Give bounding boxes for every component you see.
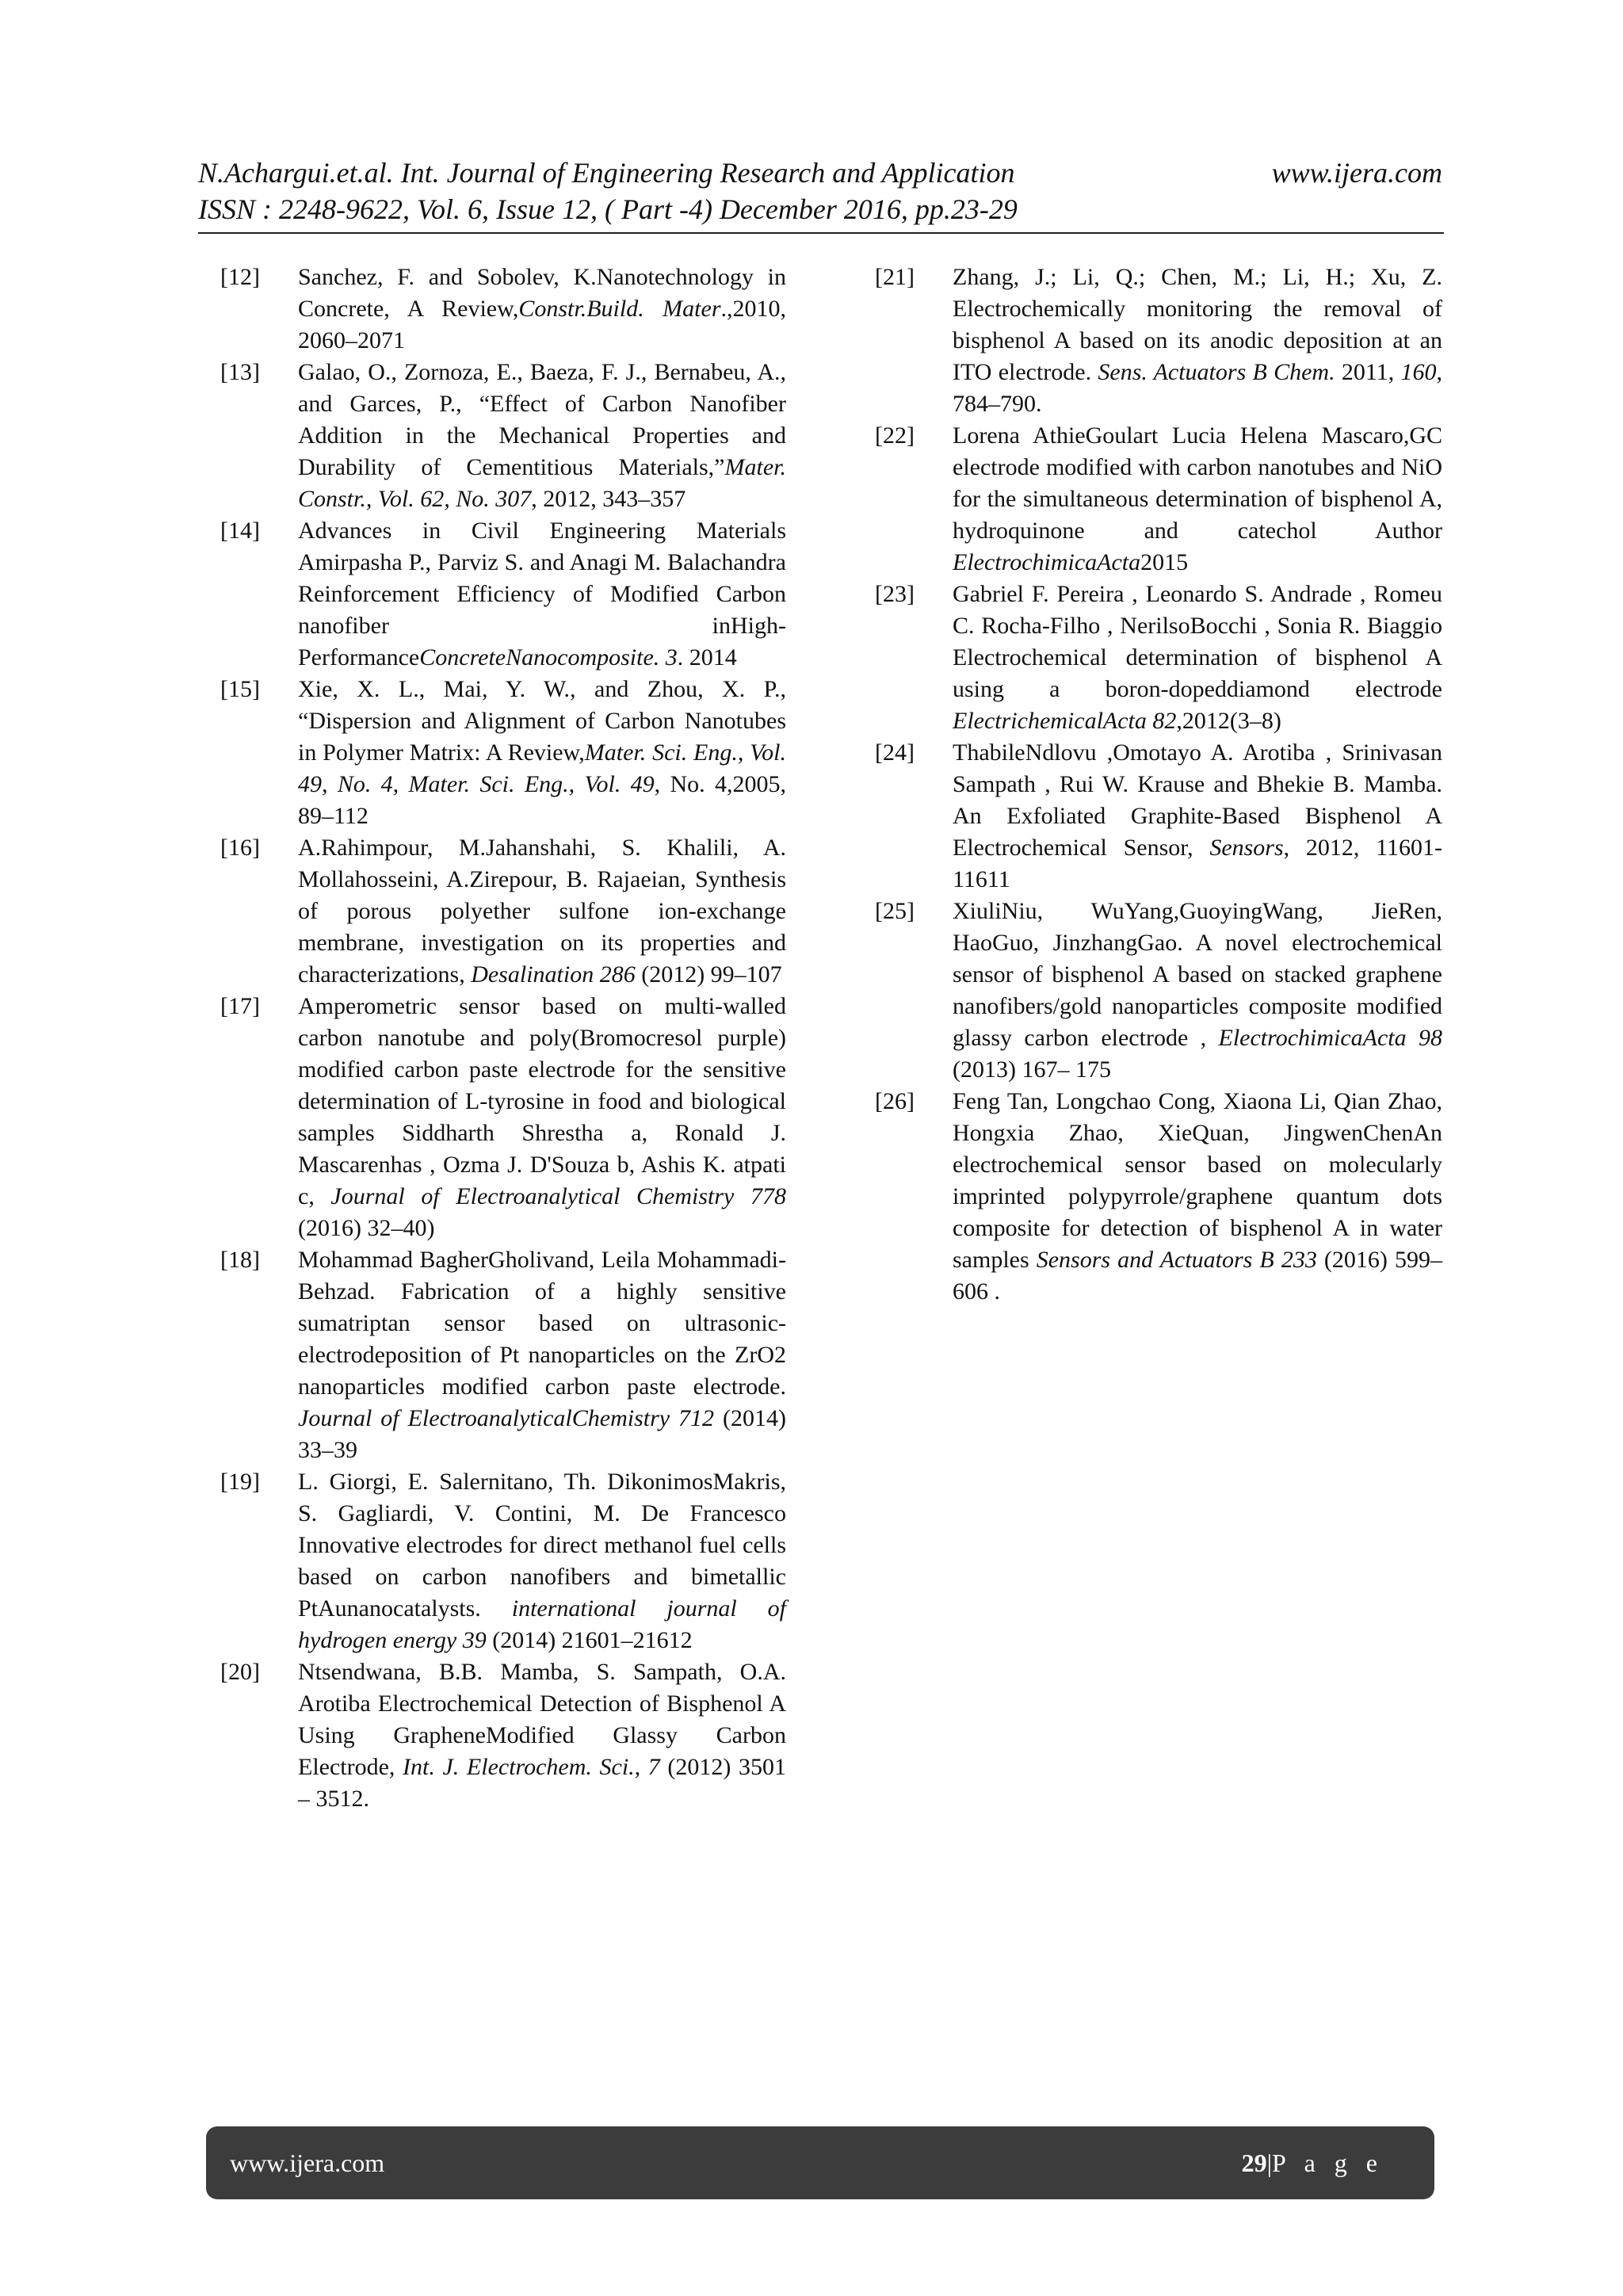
reference-entry — [875, 579, 1442, 737]
reference-segment: Amperometric sensor based on multi-walled carbon nanotube and poly(Bromocresol purple) modified carbon paste electrode for the sensitive determination of L-tyrosine in food and biological samples Siddharth Shrestha a, Ronald J. Mascarenhas , Ozma J. D'Souza b, Ashis K. atpati c, — [298, 993, 786, 1209]
reference-segment: , 2012, 343–357 — [531, 486, 686, 512]
reference-entry — [220, 1656, 786, 1815]
reference-segment: (2016) 599–606 . — [953, 1247, 1442, 1305]
reference-entry — [220, 515, 786, 674]
reference-italic-segment: Desalination 286 — [471, 961, 636, 988]
references-left-column — [220, 262, 786, 1815]
reference-segment: Gabriel F. Pereira , Leonardo S. Andrade , Romeu C. Rocha-Filho , NerilsoBocchi , Sonia R. Biaggio Electrochemical determination of bisphenol A using a boron-dopeddiamond electrode — [953, 581, 1442, 702]
reference-segment: Xie, X. L., Mai, Y. W., and Zhou, X. P., “Dispersion and Alignment of Carbon Nanotubes in Polymer Matrix: A Review, — [298, 676, 786, 766]
reference-segment: (2012) 99–107 — [635, 961, 782, 988]
reference-segment: Sanchez, F. and Sobolev, K.Nanotechnology in Concrete, A Review, — [298, 264, 786, 322]
reference-entry — [220, 1466, 786, 1656]
reference-segment: A.Rahimpour, M.Jahanshahi, S. Khalili, A. Mollahosseini, A.Zirepour, B. Rajaeian, Synthesis of porous polyether sulfone ion-exchange membrane, investigation on its properties and characterizations, — [298, 835, 786, 988]
page-footer — [206, 2126, 1434, 2199]
page-separator: | — [1266, 2148, 1272, 2177]
reference-segment: Lorena AthieGoulart Lucia Helena Mascaro,GC electrode modified with carbon nanotubes and NiO for the simultaneous determination of bisphenol A, hydroquinone and catechol Author — [953, 422, 1442, 544]
reference-number: [23] — [875, 581, 915, 607]
reference-segment: Galao, O., Zornoza, E., Baeza, F. J., Bernabeu, A., and Garces, P., “Effect of Carbon Nanofiber Addition in the Mechanical Properties and Durability of Cementitious Materials,” — [298, 359, 786, 480]
reference-text — [953, 896, 1442, 1086]
reference-segment: (2014) 33–39 — [298, 1405, 786, 1463]
reference-number: [22] — [875, 422, 915, 449]
reference-text — [298, 991, 786, 1244]
reference-segment: 2011, — [1335, 359, 1401, 385]
reference-entry — [875, 896, 1442, 1086]
reference-italic-segment: Sensors — [1209, 835, 1284, 861]
reference-number: [26] — [875, 1088, 915, 1114]
reference-number: [21] — [875, 264, 915, 290]
reference-segment: Zhang, J.; Li, Q.; Chen, M.; Li, H.; Xu, Z. Electrochemically monitoring the removal of bisphenol A based on its anodic deposition at an ITO electrode. — [953, 264, 1442, 385]
journal-website[interactable]: www.ijera.com — [1271, 157, 1442, 189]
reference-text — [298, 1244, 786, 1466]
reference-text — [953, 579, 1442, 737]
reference-text — [953, 737, 1442, 896]
reference-text — [953, 420, 1442, 579]
reference-italic-segment: Journal of Electroanalytical Chemistry 778 — [330, 1183, 786, 1209]
reference-segment: Advances in Civil Engineering Materials Amirpasha P., Parviz S. and Anagi M. Balachandra Reinforcement Efficiency of Modified Carbon nanofiber inHigh-Performance — [298, 518, 786, 670]
reference-number: [15] — [220, 676, 260, 702]
reference-segment: ,2012(3–8) — [1176, 708, 1281, 734]
header-divider — [198, 232, 1444, 234]
reference-segment: , No. 4,2005, 89–112 — [298, 771, 786, 829]
reference-italic-segment: Int. J. Electrochem. Sci., 7 — [403, 1754, 660, 1780]
reference-text — [298, 262, 786, 357]
reference-entry — [875, 1086, 1442, 1308]
reference-entry — [220, 357, 786, 515]
reference-segment: XiuliNiu, WuYang,GuoyingWang, JieRen, HaoGuo, JinzhangGao. A novel electrochemical sensor of bisphenol A based on stacked graphene nanofibers/gold nanoparticles composite modified glassy carbon electrode , — [953, 898, 1442, 1051]
reference-entry — [220, 991, 786, 1244]
reference-number: [12] — [220, 264, 260, 290]
reference-italic-segment: ConcreteNanocomposite. 3 — [419, 644, 678, 670]
reference-number: [18] — [220, 1247, 260, 1273]
reference-text — [298, 674, 786, 832]
reference-italic-segment: 160 — [1400, 359, 1437, 385]
journal-citation: N.Achargui.et.al. Int. Journal of Engineering Research and Application — [198, 157, 1015, 189]
reference-segment: (2014) 21601–21612 — [486, 1627, 693, 1653]
reference-text — [298, 1656, 786, 1815]
reference-segment: . 2014 — [677, 644, 737, 670]
reference-number: [20] — [220, 1659, 260, 1685]
reference-entry — [220, 832, 786, 991]
reference-segment: Mohammad BagherGholivand, Leila Mohammadi-Behzad. Fabrication of a highly sensitive sumatriptan sensor based on ultrasonic-electrodeposition of Pt nanoparticles on the ZrO2 nanoparticles modified carbon paste electrode. — [298, 1247, 786, 1400]
reference-segment: (2016) 32–40) — [298, 1215, 435, 1241]
references-right-column — [875, 262, 1442, 1308]
reference-text — [298, 515, 786, 674]
reference-italic-segment: Mater. Constr., Vol. 62, No. 307 — [298, 454, 786, 512]
issn-line: ISSN : 2248-9622, Vol. 6, Issue 12, ( Part -4) December 2016, pp.23-29 — [198, 193, 1018, 225]
reference-italic-segment: international journal of hydrogen energy 39 — [298, 1595, 786, 1653]
reference-segment: 2015 — [1140, 549, 1189, 575]
reference-italic-segment: Sens. Actuators B Chem. — [1098, 359, 1335, 385]
page-number — [1242, 2149, 1384, 2178]
reference-segment: Ntsendwana, B.B. Mamba, S. Sampath, O.A. Arotiba Electrochemical Detection of Bisphenol A Using GrapheneModified Glassy Carbon Electrode, — [298, 1659, 786, 1780]
reference-entry — [220, 674, 786, 832]
footer-website[interactable]: www.ijera.com — [230, 2148, 385, 2177]
reference-italic-segment: ElectrochimicaActa — [953, 549, 1141, 575]
reference-italic-segment: Mater. Sci. Eng., Vol. 49, No. 4, Mater. Sci. Eng., Vol. 49 — [298, 739, 786, 797]
reference-text — [298, 1466, 786, 1656]
reference-number: [16] — [220, 835, 260, 861]
reference-text — [298, 357, 786, 515]
reference-segment: Feng Tan, Longchao Cong, Xiaona Li, Qian Zhao, Hongxia Zhao, XieQuan, JingwenChenAn electrochemical sensor based on molecularly imprinted polypyrrole/graphene quantum dots composite for detection of bisphenol A in water samples — [953, 1088, 1442, 1273]
reference-text — [298, 832, 786, 991]
reference-italic-segment: ElectrichemicalActa 82 — [953, 708, 1177, 734]
reference-text — [953, 262, 1442, 420]
reference-italic-segment: Sensors and Actuators B 233 — [1036, 1247, 1317, 1273]
page-number-value: 29 — [1241, 2148, 1267, 2177]
reference-segment: , 784–790. — [953, 359, 1442, 417]
reference-number: [25] — [875, 898, 915, 924]
reference-number: [14] — [220, 518, 260, 544]
reference-italic-segment: ElectrochimicaActa 98 — [1218, 1025, 1442, 1051]
reference-entry — [220, 262, 786, 357]
reference-number: [24] — [875, 739, 915, 766]
reference-segment: , 2012, 11601-11611 — [953, 835, 1442, 892]
reference-number: [19] — [220, 1469, 260, 1495]
page-label: P a g e — [1271, 2148, 1384, 2177]
reference-number: [13] — [220, 359, 260, 385]
reference-segment: .,2010, 2060–2071 — [298, 296, 787, 353]
reference-entry — [875, 262, 1442, 420]
reference-entry — [875, 420, 1442, 579]
reference-segment: (2012) 3501 – 3512. — [298, 1754, 786, 1812]
reference-number: [17] — [220, 993, 260, 1019]
reference-entry — [220, 1244, 786, 1466]
reference-segment: (2013) 167– 175 — [953, 1056, 1111, 1083]
reference-text — [953, 1086, 1442, 1308]
running-header — [198, 155, 1442, 227]
reference-segment: L. Giorgi, E. Salernitano, Th. DikonimosMakris, S. Gagliardi, V. Contini, M. De Francesco Innovative electrodes for direct methanol fuel cells based on carbon nanofibers and bimetallic PtAunanocatalysts. — [298, 1469, 786, 1622]
reference-entry — [875, 737, 1442, 896]
reference-italic-segment: Journal of ElectroanalyticalChemistry 712 — [298, 1405, 715, 1431]
reference-italic-segment: Constr.Build. Mater — [518, 296, 721, 322]
reference-segment: ThabileNdlovu ,Omotayo A. Arotiba , Srinivasan Sampath , Rui W. Krause and Bhekie B. Mamba. An Exfoliated Graphite-Based Bisphenol A Electrochemical Sensor, — [953, 739, 1442, 861]
